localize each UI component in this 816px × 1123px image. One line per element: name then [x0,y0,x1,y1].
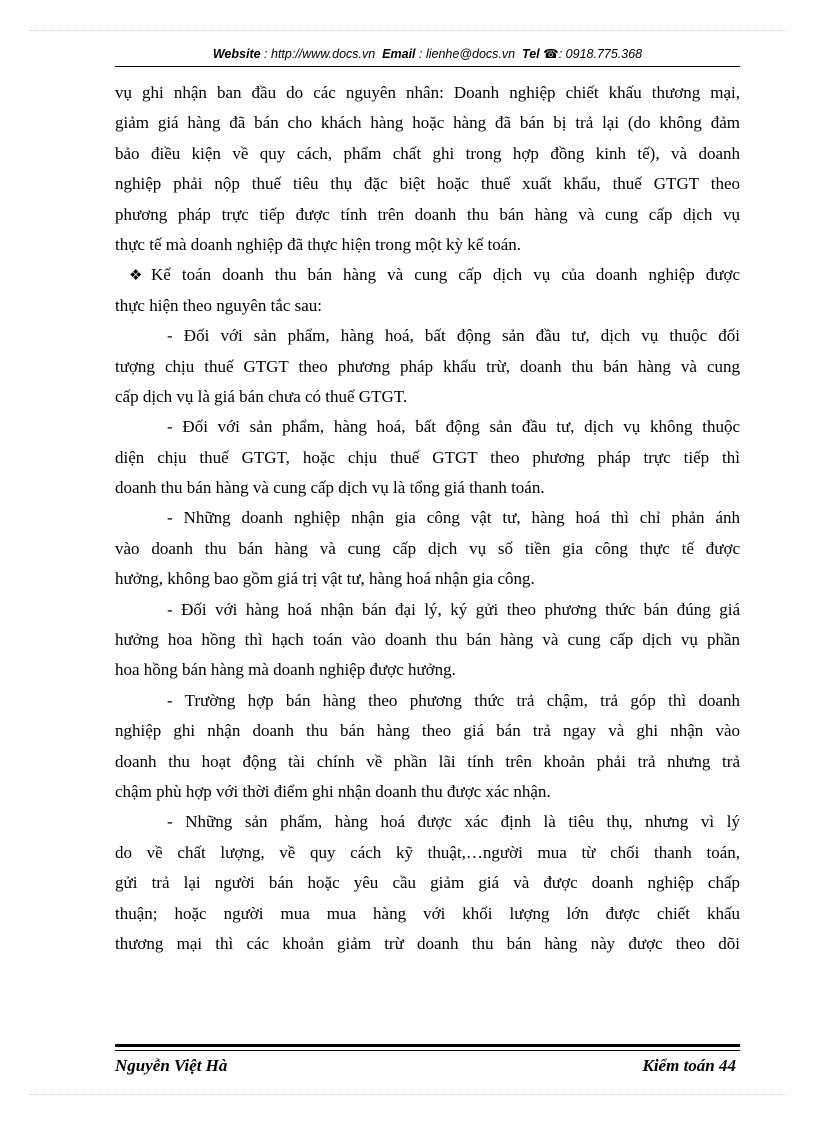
text-line-content: doanh thu hoạt động tài chính về phần lãi tính trên khoản phải trả nhưng trả [115,751,740,771]
text-line-content: hưởng hoa hồng thì hạch toán vào doanh thu bán hàng và cung cấp dịch vụ phần [115,630,740,650]
phone-icon: ☎ [543,47,559,61]
diamond-bullet-icon: ❖ [129,266,143,285]
text-line-content: - Đối với sản phẩm, hàng hoá, bất động sản đầu tư, dịch vụ không thuộc [167,417,740,437]
header-rule [115,66,740,67]
text-line-content: hoa hồng bán hàng mà doanh nghiệp được hưởng. [115,660,456,680]
footer-author: Nguyễn Việt Hà [115,1056,228,1075]
website-label: Website [212,47,261,61]
text-line [115,929,740,959]
text-line [115,443,740,473]
text-line [115,139,740,169]
page-bottom-edge [28,1094,788,1095]
footer-page-info: Kiểm toán 44 [642,1056,736,1075]
footer-rule-thick [115,1044,740,1047]
text-line-content: vào doanh thu bán hàng và cung cấp dịch vụ số tiền gia công thực tế được [115,538,740,558]
text-line [115,412,740,442]
text-line [115,807,740,837]
text-line-content: giảm giá hàng đã bán cho khách hàng hoặc hàng đã bán bị trả lại (do không đảm [115,113,740,133]
text-line [115,686,740,716]
text-line [115,899,740,929]
text-line-content: bảo điều kiện về quy cách, phẩm chất ghi trong hợp đồng kinh tế), và doanh [115,143,740,163]
text-line [115,655,740,685]
text-line-content: Kế toán doanh thu bán hàng và cung cấp dịch vụ của doanh nghiệp được [151,265,740,285]
text-line-content: tượng chịu thuế GTGT theo phương pháp khấu trừ, doanh thu bán hàng và cung [115,356,740,376]
text-line [115,625,740,655]
text-line-content: thương mại thì các khoản giảm trừ doanh thu bán hàng này được theo dõi [115,933,740,953]
text-line [115,473,740,503]
text-line [115,716,740,746]
text-line-content: thuận; hoặc người mua mua hàng với khối lượng lớn được chiết khấu [115,903,740,923]
text-line-content: nghiệp ghi nhận doanh thu bán hàng theo giá bán trả ngay và ghi nhận vào [115,721,740,741]
text-line-content: cấp dịch vụ là giá bán chưa có thuế GTGT. [115,386,408,406]
text-line-content: vụ ghi nhận ban đầu do các nguyên nhân: Doanh nghiệp chiết khấu thương mại, [115,83,740,102]
text-line-content: gửi trả lại người bán hoặc yêu cầu giảm giá và được doanh nghiệp chấp [115,873,740,893]
text-line [115,564,740,594]
text-line [115,534,740,564]
text-line [115,291,740,321]
text-line [115,868,740,898]
text-line [115,352,740,382]
text-line-content: thực tế mà doanh nghiệp đã thực hiện trong một kỳ kế toán. [115,234,522,254]
tel-label: Tel [522,47,540,61]
text-line [115,260,740,290]
page-top-edge [28,30,788,31]
email-value: : lienhe@docs.vn [419,47,516,61]
text-line-content: hưởng, không bao gồm giá trị vật tư, hàng hoá nhận gia công. [115,569,535,589]
text-line-content: chậm phù hợp với thời điểm ghi nhận doanh thu được xác nhận. [115,781,551,801]
text-line-content: diện chịu thuế GTGT, hoặc chịu thuế GTGT theo phương pháp trực tiếp thì [115,447,740,467]
page-header [115,46,740,61]
text-line-content: phương pháp trực tiếp được tính trên doanh thu bán hàng và cung cấp dịch vụ [115,204,740,224]
text-line-content: do về chất lượng, về quy cách kỹ thuật,…người mua từ chối thanh toán, [115,842,740,862]
text-line [115,321,740,351]
text-line [115,503,740,533]
text-line-content: - Trường hợp bán hàng theo phương thức trả chậm, trả góp thì doanh [167,690,740,710]
text-line [115,777,740,807]
text-line-content: - Đối với hàng hoá nhận bán đại lý, ký gửi theo phương thức bán đúng giá [167,599,740,619]
email-label: Email [382,47,416,61]
text-line [115,200,740,230]
text-line-content: nghiệp phải nộp thuế tiêu thụ đặc biệt hoặc thuế xuất khẩu, thuế GTGT theo [115,174,740,194]
document-body [115,78,740,959]
text-line [115,108,740,138]
text-line-content: - Đối với sản phẩm, hàng hoá, bất động sản đầu tư, dịch vụ thuộc đối [167,326,740,346]
text-line [115,838,740,868]
text-line [115,78,740,108]
text-line [115,747,740,777]
text-line [115,169,740,199]
text-line-content: - Những doanh nghiệp nhận gia công vật tư, hàng hoá thì chỉ phản ánh [167,508,740,528]
text-line [115,230,740,260]
footer-rule-thin [115,1050,740,1051]
website-value: : http://www.docs.vn [264,47,376,61]
text-line-content: doanh thu bán hàng và cung cấp dịch vụ là tổng giá thanh toán. [115,478,545,498]
text-line-content: thực hiện theo nguyên tắc sau: [115,295,323,315]
text-line [115,382,740,412]
text-line [115,595,740,625]
tel-value: : 0918.775.368 [558,47,643,61]
text-line-content: - Những sản phẩm, hàng hoá được xác định là tiêu thụ, nhưng vì lý [167,812,740,832]
page-footer [115,1054,740,1078]
